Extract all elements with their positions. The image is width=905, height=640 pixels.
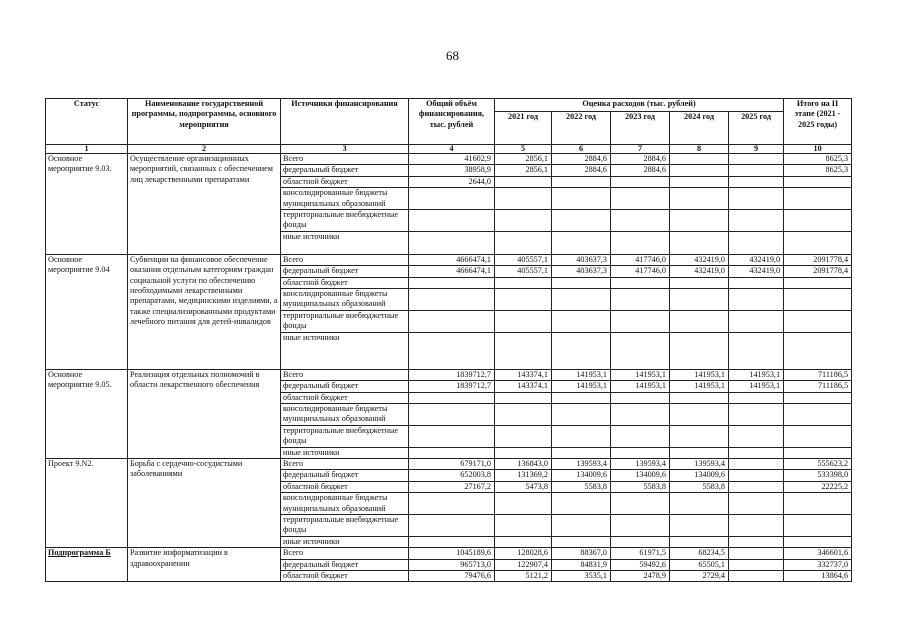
value-cell <box>552 332 611 369</box>
value-cell: 134009,6 <box>670 470 729 481</box>
value-cell: 122907,4 <box>495 559 552 570</box>
value-cell <box>729 289 784 311</box>
value-cell <box>495 231 552 254</box>
value-cell: 143374,1 <box>495 381 552 392</box>
value-cell <box>729 536 784 547</box>
value-cell <box>409 310 495 332</box>
value-cell <box>495 332 552 369</box>
value-cell <box>495 176 552 187</box>
header-name: Наименование государственной программы, подпрограммы, основного мероприятия <box>128 99 281 145</box>
value-cell: 1839712,7 <box>409 369 495 380</box>
value-cell: 22225,2 <box>784 481 852 492</box>
value-cell: 41602,9 <box>409 154 495 165</box>
program-name-cell: Реализация отдельных полномочий в области лекарственного обеспечения <box>128 369 281 458</box>
source-cell: федеральный бюджет <box>281 559 409 570</box>
column-index-row <box>46 145 852 154</box>
value-cell <box>611 392 670 403</box>
value-cell: 2884,6 <box>552 165 611 176</box>
value-cell: 2478,9 <box>611 571 670 582</box>
value-cell <box>552 310 611 332</box>
header-estimate: Оценка расходов (тыс. рублей) <box>495 99 784 112</box>
source-cell: областной бюджет <box>281 571 409 582</box>
value-cell <box>729 559 784 570</box>
value-cell <box>670 310 729 332</box>
value-cell <box>552 210 611 232</box>
value-cell: 533398,0 <box>784 470 852 481</box>
value-cell <box>784 447 852 458</box>
value-cell: 4666474,1 <box>409 254 495 265</box>
value-cell: 141953,1 <box>729 369 784 380</box>
value-cell <box>552 231 611 254</box>
value-cell <box>611 403 670 425</box>
value-cell: 5583,8 <box>611 481 670 492</box>
col-index: 8 <box>670 145 729 154</box>
value-cell <box>729 458 784 469</box>
table-row <box>46 548 852 559</box>
value-cell: 141953,1 <box>611 369 670 380</box>
value-cell <box>670 210 729 232</box>
source-cell: областной бюджет <box>281 277 409 288</box>
value-cell: 417746,0 <box>611 254 670 265</box>
value-cell <box>409 514 495 536</box>
col-index: 1 <box>46 145 128 154</box>
value-cell: 143374,1 <box>495 369 552 380</box>
value-cell: 405557,1 <box>495 266 552 277</box>
header-2021: 2021 год <box>495 112 552 145</box>
value-cell <box>670 176 729 187</box>
source-cell: федеральный бюджет <box>281 381 409 392</box>
source-cell: иные источники <box>281 332 409 369</box>
financing-table <box>45 98 852 582</box>
col-index: 5 <box>495 145 552 154</box>
value-cell: 555623,2 <box>784 458 852 469</box>
source-cell: областной бюджет <box>281 481 409 492</box>
value-cell: 432419,0 <box>670 266 729 277</box>
source-cell: территориальные внебюджетные фонды <box>281 310 409 332</box>
value-cell <box>670 165 729 176</box>
value-cell <box>552 493 611 515</box>
value-cell: 131369,2 <box>495 470 552 481</box>
value-cell: 432419,0 <box>729 266 784 277</box>
value-cell <box>552 188 611 210</box>
table-row <box>46 458 852 469</box>
status-cell: Основное мероприятие 9.03. <box>46 154 128 255</box>
header-2023: 2023 год <box>611 112 670 145</box>
value-cell: 79476,6 <box>409 571 495 582</box>
value-cell <box>552 403 611 425</box>
value-cell <box>495 536 552 547</box>
value-cell: 141953,1 <box>552 369 611 380</box>
value-cell <box>670 154 729 165</box>
source-cell: консолидированные бюджеты муниципальных образований <box>281 493 409 515</box>
source-cell: территориальные внебюджетные фонды <box>281 425 409 447</box>
value-cell <box>611 289 670 311</box>
value-cell <box>552 447 611 458</box>
value-cell <box>784 277 852 288</box>
value-cell: 13864,6 <box>784 571 852 582</box>
value-cell: 711186,5 <box>784 381 852 392</box>
header-2024: 2024 год <box>670 112 729 145</box>
value-cell <box>784 210 852 232</box>
value-cell <box>409 425 495 447</box>
value-cell <box>670 447 729 458</box>
source-cell: территориальные внебюджетные фонды <box>281 514 409 536</box>
program-name-cell: Субвенции на финансовое обеспечение оказания отдельным категориям граждан социальной услуги по обеспечению необходимыми лекарственными препаратами, медицинскими изделиями, а также специализированными продуктами лечебного питания для детей-инвалидов <box>128 254 281 369</box>
value-cell: 5121,2 <box>495 571 552 582</box>
value-cell: 679171,0 <box>409 458 495 469</box>
program-name-cell: Осуществление организационных мероприятий, связанных с обеспечением лиц лекарственными препаратами <box>128 154 281 255</box>
value-cell: 332737,0 <box>784 559 852 570</box>
value-cell <box>670 514 729 536</box>
header-2022: 2022 год <box>552 112 611 145</box>
program-name-cell: Борьба с сердечно-сосудистыми заболеваниями <box>128 458 281 547</box>
col-index: 3 <box>281 145 409 154</box>
source-cell: федеральный бюджет <box>281 266 409 277</box>
source-cell: Всего <box>281 548 409 559</box>
value-cell <box>409 188 495 210</box>
value-cell: 2884,6 <box>552 154 611 165</box>
value-cell: 5583,8 <box>552 481 611 492</box>
value-cell: 2856,1 <box>495 165 552 176</box>
value-cell <box>495 493 552 515</box>
value-cell: 38958,9 <box>409 165 495 176</box>
value-cell: 346601,6 <box>784 548 852 559</box>
value-cell: 8625,3 <box>784 154 852 165</box>
header-2025: 2025 год <box>729 112 784 145</box>
value-cell: 134009,6 <box>611 470 670 481</box>
value-cell: 417746,0 <box>611 266 670 277</box>
value-cell <box>409 289 495 311</box>
value-cell: 403637,3 <box>552 254 611 265</box>
col-index: 6 <box>552 145 611 154</box>
value-cell <box>729 310 784 332</box>
source-cell: Всего <box>281 154 409 165</box>
header-status: Статус <box>46 99 128 145</box>
source-cell: консолидированные бюджеты муниципальных образований <box>281 289 409 311</box>
value-cell: 432419,0 <box>729 254 784 265</box>
value-cell: 965713,0 <box>409 559 495 570</box>
col-index: 2 <box>128 145 281 154</box>
value-cell <box>670 392 729 403</box>
value-cell <box>729 548 784 559</box>
value-cell <box>611 277 670 288</box>
value-cell: 2091778,4 <box>784 254 852 265</box>
value-cell <box>729 165 784 176</box>
value-cell <box>729 392 784 403</box>
value-cell <box>729 188 784 210</box>
value-cell <box>495 447 552 458</box>
value-cell <box>784 176 852 187</box>
value-cell: 5583,8 <box>670 481 729 492</box>
table-row <box>46 369 852 380</box>
value-cell <box>611 210 670 232</box>
value-cell: 405557,1 <box>495 254 552 265</box>
value-cell: 711186,5 <box>784 369 852 380</box>
value-cell: 141953,1 <box>729 381 784 392</box>
value-cell <box>784 332 852 369</box>
value-cell: 134009,6 <box>552 470 611 481</box>
source-cell: Всего <box>281 458 409 469</box>
value-cell <box>670 536 729 547</box>
value-cell: 141953,1 <box>611 381 670 392</box>
value-cell <box>729 493 784 515</box>
value-cell <box>729 481 784 492</box>
value-cell <box>670 425 729 447</box>
value-cell <box>729 470 784 481</box>
value-cell <box>670 289 729 311</box>
value-cell: 2091778,4 <box>784 266 852 277</box>
value-cell: 652003,8 <box>409 470 495 481</box>
value-cell <box>495 514 552 536</box>
page-number: 68 <box>446 48 459 63</box>
source-cell: федеральный бюджет <box>281 165 409 176</box>
value-cell <box>552 392 611 403</box>
value-cell <box>729 332 784 369</box>
value-cell: 403637,3 <box>552 266 611 277</box>
header-sources: Источники финансирования <box>281 99 409 145</box>
value-cell <box>784 403 852 425</box>
value-cell <box>552 425 611 447</box>
value-cell <box>784 514 852 536</box>
value-cell <box>784 493 852 515</box>
col-index: 7 <box>611 145 670 154</box>
program-name-cell: Развитие информатизации в здравоохранении <box>128 548 281 582</box>
value-cell: 139593,4 <box>552 458 611 469</box>
value-cell <box>729 210 784 232</box>
col-index: 4 <box>409 145 495 154</box>
value-cell <box>611 493 670 515</box>
value-cell: 68234,5 <box>670 548 729 559</box>
value-cell: 432419,0 <box>670 254 729 265</box>
value-cell <box>729 571 784 582</box>
header-itog: Итого на II этапе (2021 - 2025 годы) <box>784 99 852 145</box>
value-cell: 141953,1 <box>552 381 611 392</box>
value-cell: 2644,0 <box>409 176 495 187</box>
col-index: 10 <box>784 145 852 154</box>
value-cell: 4666474,1 <box>409 266 495 277</box>
source-cell: областной бюджет <box>281 176 409 187</box>
value-cell: 65505,1 <box>670 559 729 570</box>
source-cell: иные источники <box>281 447 409 458</box>
col-index: 9 <box>729 145 784 154</box>
value-cell <box>611 447 670 458</box>
value-cell: 88367,0 <box>552 548 611 559</box>
value-cell <box>784 310 852 332</box>
value-cell <box>495 403 552 425</box>
value-cell <box>409 536 495 547</box>
value-cell <box>495 425 552 447</box>
value-cell: 59492,6 <box>611 559 670 570</box>
status-cell: Подпрограмма Б <box>46 548 128 582</box>
value-cell: 139593,4 <box>611 458 670 469</box>
value-cell <box>784 188 852 210</box>
value-cell: 2856,1 <box>495 154 552 165</box>
status-cell: Основное мероприятие 9.04 <box>46 254 128 369</box>
status-cell: Основное мероприятие 9.05. <box>46 369 128 458</box>
value-cell <box>611 536 670 547</box>
value-cell <box>670 493 729 515</box>
table-row <box>46 254 852 265</box>
value-cell <box>611 425 670 447</box>
value-cell <box>670 332 729 369</box>
value-cell <box>729 514 784 536</box>
value-cell <box>409 332 495 369</box>
value-cell <box>495 277 552 288</box>
value-cell: 5473,8 <box>495 481 552 492</box>
value-cell: 8625,3 <box>784 165 852 176</box>
value-cell <box>670 403 729 425</box>
header-total: Общий объём финансирования, тыс. рублей <box>409 99 495 145</box>
value-cell <box>729 425 784 447</box>
value-cell <box>495 210 552 232</box>
value-cell: 128028,6 <box>495 548 552 559</box>
value-cell <box>784 231 852 254</box>
value-cell <box>552 514 611 536</box>
value-cell <box>784 392 852 403</box>
value-cell <box>409 231 495 254</box>
value-cell <box>552 289 611 311</box>
value-cell <box>611 514 670 536</box>
value-cell <box>611 310 670 332</box>
value-cell <box>495 392 552 403</box>
value-cell <box>784 289 852 311</box>
value-cell: 2884,6 <box>611 154 670 165</box>
value-cell <box>495 310 552 332</box>
value-cell <box>729 403 784 425</box>
value-cell <box>611 176 670 187</box>
value-cell <box>611 332 670 369</box>
value-cell <box>552 277 611 288</box>
value-cell <box>670 231 729 254</box>
source-cell: территориальные внебюджетные фонды <box>281 210 409 232</box>
value-cell: 2884,6 <box>611 165 670 176</box>
value-cell: 1839712,7 <box>409 381 495 392</box>
value-cell: 61971,5 <box>611 548 670 559</box>
value-cell: 1045189,6 <box>409 548 495 559</box>
table-row <box>46 154 852 165</box>
value-cell <box>495 289 552 311</box>
value-cell <box>409 403 495 425</box>
value-cell <box>409 277 495 288</box>
value-cell <box>729 231 784 254</box>
value-cell: 141953,1 <box>670 381 729 392</box>
value-cell: 84831,9 <box>552 559 611 570</box>
value-cell <box>409 493 495 515</box>
value-cell: 2729,4 <box>670 571 729 582</box>
value-cell: 136843,0 <box>495 458 552 469</box>
value-cell <box>611 188 670 210</box>
source-cell: консолидированные бюджеты муниципальных образований <box>281 188 409 210</box>
value-cell <box>552 536 611 547</box>
value-cell <box>611 231 670 254</box>
source-cell: консолидированные бюджеты муниципальных образований <box>281 403 409 425</box>
value-cell <box>409 447 495 458</box>
value-cell <box>784 425 852 447</box>
status-cell: Проект 9.N2. <box>46 458 128 547</box>
value-cell: 27167,2 <box>409 481 495 492</box>
value-cell <box>729 176 784 187</box>
source-cell: иные источники <box>281 536 409 547</box>
source-cell: федеральный бюджет <box>281 470 409 481</box>
source-cell: Всего <box>281 369 409 380</box>
value-cell <box>729 277 784 288</box>
value-cell: 3535,1 <box>552 571 611 582</box>
source-cell: Всего <box>281 254 409 265</box>
value-cell <box>729 447 784 458</box>
value-cell <box>729 154 784 165</box>
value-cell: 139593,4 <box>670 458 729 469</box>
source-cell: областной бюджет <box>281 392 409 403</box>
value-cell <box>409 392 495 403</box>
value-cell <box>409 210 495 232</box>
value-cell: 141953,1 <box>670 369 729 380</box>
value-cell <box>784 536 852 547</box>
value-cell <box>670 277 729 288</box>
source-cell: иные источники <box>281 231 409 254</box>
value-cell <box>670 188 729 210</box>
value-cell <box>552 176 611 187</box>
value-cell <box>495 188 552 210</box>
